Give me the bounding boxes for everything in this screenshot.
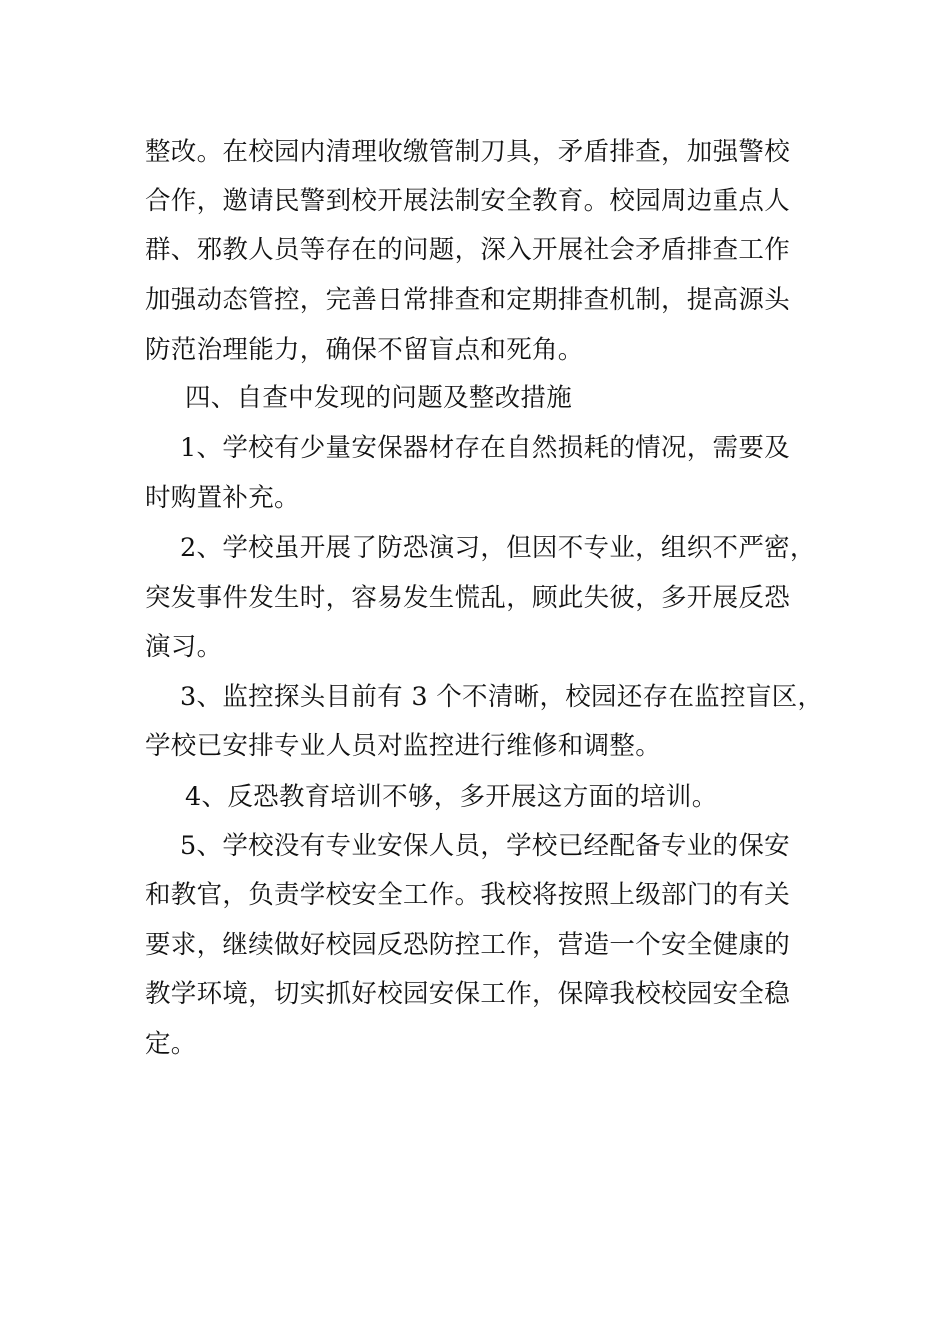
text-line: 定。 [145, 1029, 197, 1059]
list-item: 4、反恐教育培训不够，多开展这方面的培训。 [185, 782, 718, 812]
text-line: 学校已安排专业人员对监控进行维修和调整。 [145, 731, 662, 761]
list-item: 5、学校没有专业安保人员，学校已经配备专业的保安 [180, 831, 790, 861]
text-line: 整改。在校园内清理收缴管制刀具，矛盾排查，加强警校 [145, 137, 791, 167]
list-item: 2、学校虽开展了防恐演习，但因不专业，组织不严密， [180, 533, 816, 563]
text-line: 和教官，负责学校安全工作。我校将按照上级部门的有关 [145, 880, 791, 910]
text-line: 合作，邀请民警到校开展法制安全教育。校园周边重点人 [145, 186, 791, 216]
text-line: 要求，继续做好校园反恐防控工作，营造一个安全健康的 [145, 930, 791, 960]
text-line: 加强动态管控，完善日常排查和定期排查机制，提高源头 [145, 285, 791, 315]
list-item: 3、监控探头目前有 3 个不清晰，校园还存在监控盲区， [180, 682, 824, 712]
section-heading: 四、自查中发现的问题及整改措施 [185, 383, 573, 413]
text-line: 防范治理能力，确保不留盲点和死角。 [145, 335, 584, 365]
list-item: 1、学校有少量安保器材存在自然损耗的情况，需要及 [180, 433, 790, 463]
text-line: 演习。 [145, 632, 223, 662]
text-line: 突发事件发生时，容易发生慌乱，顾此失彼，多开展反恐 [145, 583, 791, 613]
text-line: 教学环境，切实抓好校园安保工作，保障我校校园安全稳 [145, 979, 791, 1009]
text-line: 群、邪教人员等存在的问题，深入开展社会矛盾排查工作 [145, 235, 791, 265]
text-line: 时购置补充。 [145, 483, 300, 513]
